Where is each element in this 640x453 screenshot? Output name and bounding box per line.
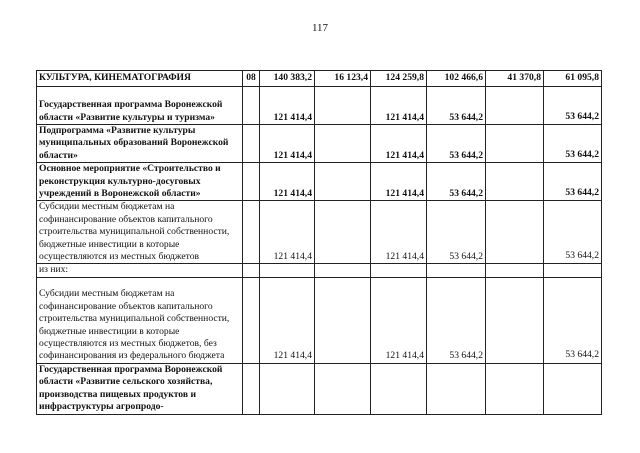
row-value-5 bbox=[486, 201, 544, 264]
row-value-3 bbox=[371, 264, 427, 277]
row-value-1 bbox=[260, 264, 315, 277]
row-value-2 bbox=[315, 277, 371, 363]
row-value-3: 121 414,4 bbox=[371, 163, 427, 201]
row-value-5 bbox=[486, 264, 544, 277]
row-value-1: 121 414,4 bbox=[260, 87, 315, 125]
row-value-4: 53 644,2 bbox=[427, 277, 486, 363]
row-value-1: 121 414,4 bbox=[260, 125, 315, 163]
row-value-6 bbox=[544, 264, 602, 277]
table-row bbox=[37, 87, 602, 125]
row-value-5 bbox=[486, 277, 544, 363]
row-code bbox=[243, 163, 260, 201]
row-value-3: 121 414,4 bbox=[371, 201, 427, 264]
row-code bbox=[243, 87, 260, 125]
row-value-6: 53 644,2 bbox=[544, 163, 602, 201]
row-value-4: 53 644,2 bbox=[427, 125, 486, 163]
section-value-6: 61 095,8 bbox=[544, 71, 602, 87]
row-value-5 bbox=[486, 163, 544, 201]
row-value-2 bbox=[315, 125, 371, 163]
row-value-2 bbox=[315, 87, 371, 125]
row-value-6: 53 644,2 bbox=[544, 87, 602, 125]
row-name: Основное мероприятие «Строительство и реконструкция культурно-досуговых учреждений в Воронежской области» bbox=[37, 163, 243, 201]
row-name: Государственная программа Воронежской области «Развитие культуры и туризма» bbox=[37, 87, 243, 125]
row-name: из них: bbox=[37, 264, 243, 277]
row-name: Субсидии местным бюджетам на софинансирование объектов капитального строительства муниципальной собственности, бюджетные инвестиции в которые осуществляются из местных бюджетов bbox=[37, 201, 243, 264]
row-value-6: 53 644,2 bbox=[544, 277, 602, 363]
row-value-2 bbox=[315, 264, 371, 277]
row-value-3: 121 414,4 bbox=[371, 125, 427, 163]
row-value-3: 121 414,4 bbox=[371, 87, 427, 125]
row-code bbox=[243, 201, 260, 264]
section-row-culture bbox=[37, 71, 602, 87]
row-code bbox=[243, 277, 260, 363]
section-value-3: 124 259,8 bbox=[371, 71, 427, 87]
row-code bbox=[243, 363, 260, 414]
table-row bbox=[37, 125, 602, 163]
row-value-6 bbox=[544, 363, 602, 414]
table-row bbox=[37, 201, 602, 264]
row-value-3 bbox=[371, 363, 427, 414]
page-number: 117 bbox=[311, 22, 329, 34]
section-value-5: 41 370,8 bbox=[486, 71, 544, 87]
row-name: Субсидии местным бюджетам на софинансирование объектов капитального строительства муниципальной собственности, бюджетные инвестиции в которые осуществляются из местных бюджетов, без софинансирования из федерального бюджета bbox=[37, 277, 243, 363]
row-value-4: 53 644,2 bbox=[427, 201, 486, 264]
row-value-6: 53 644,2 bbox=[544, 125, 602, 163]
row-code bbox=[243, 264, 260, 277]
row-name: Подпрограмма «Развитие культуры муниципальных образований Воронежской области» bbox=[37, 125, 243, 163]
table-row bbox=[37, 363, 602, 414]
section-value-4: 102 466,6 bbox=[427, 71, 486, 87]
row-value-4: 53 644,2 bbox=[427, 163, 486, 201]
row-value-5 bbox=[486, 363, 544, 414]
row-name: Государственная программа Воронежской области «Развитие сельского хозяйства, производства пищевых продуктов и инфраструктуры агропродо- bbox=[37, 363, 243, 414]
row-value-1: 121 414,4 bbox=[260, 277, 315, 363]
row-value-4 bbox=[427, 363, 486, 414]
row-value-1: 121 414,4 bbox=[260, 201, 315, 264]
row-value-2 bbox=[315, 163, 371, 201]
table-row bbox=[37, 163, 602, 201]
row-value-4: 53 644,2 bbox=[427, 87, 486, 125]
row-value-6: 53 644,2 bbox=[544, 201, 602, 264]
section-code: 08 bbox=[243, 71, 260, 87]
row-code bbox=[243, 125, 260, 163]
row-value-2 bbox=[315, 363, 371, 414]
section-value-1: 140 383,2 bbox=[260, 71, 315, 87]
table-row bbox=[37, 277, 602, 363]
section-value-2: 16 123,4 bbox=[315, 71, 371, 87]
row-value-5 bbox=[486, 125, 544, 163]
section-name: КУЛЬТУРА, КИНЕМАТОГРАФИЯ bbox=[37, 71, 243, 87]
row-value-1 bbox=[260, 363, 315, 414]
table-row bbox=[37, 264, 602, 277]
row-value-1: 121 414,4 bbox=[260, 163, 315, 201]
row-value-3: 121 414,4 bbox=[371, 277, 427, 363]
budget-table bbox=[36, 70, 602, 415]
row-value-2 bbox=[315, 201, 371, 264]
row-value-5 bbox=[486, 87, 544, 125]
row-value-4 bbox=[427, 264, 486, 277]
